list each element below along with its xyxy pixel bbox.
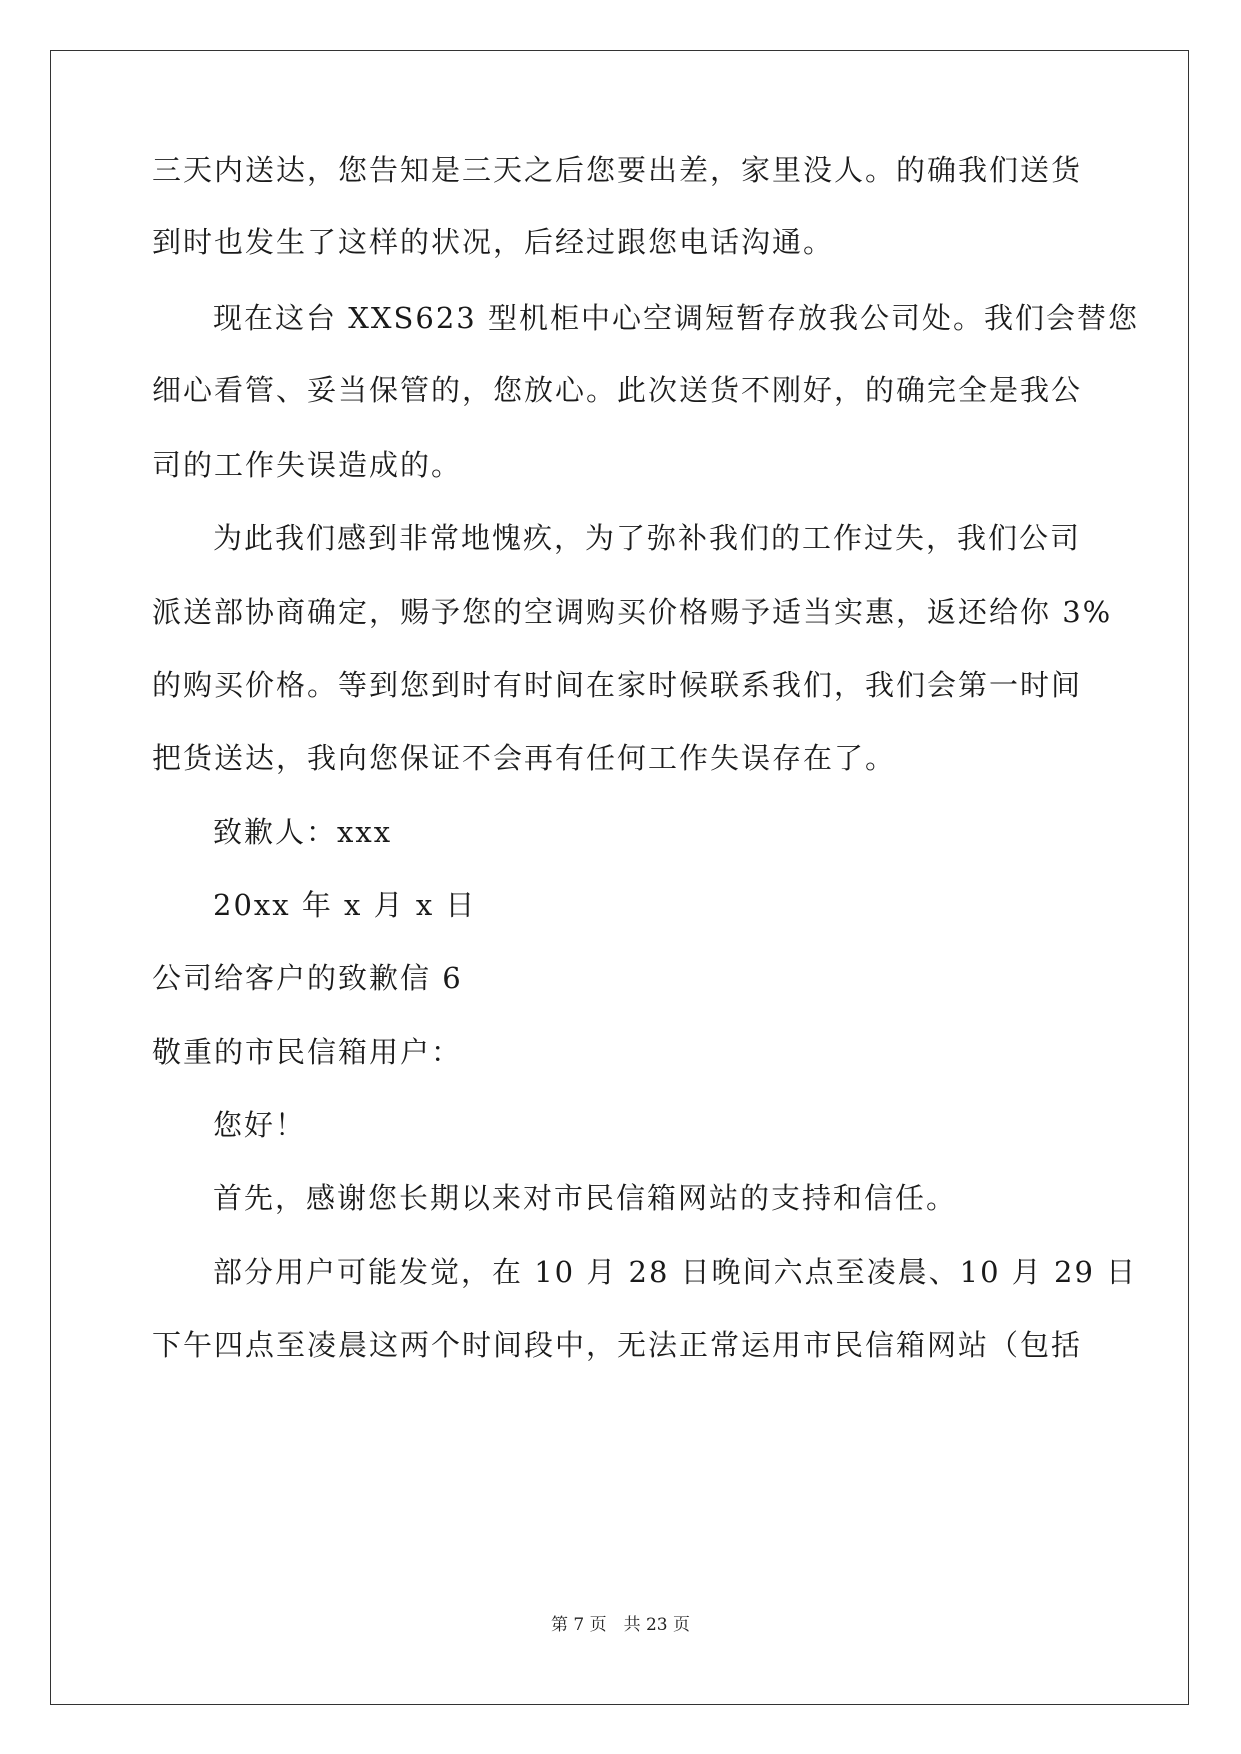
- body-line: 三天内送达，您告知是三天之后您要出差，家里没人。的确我们送货: [152, 153, 1083, 187]
- body-line: 到时也发生了这样的状况，后经过跟您电话沟通。: [152, 225, 835, 259]
- date-line: 20xx 年 x 月 x 日: [213, 888, 477, 922]
- paragraph-line: 首先，感谢您长期以来对市民信箱网站的支持和信任。: [213, 1181, 958, 1215]
- signature-line: 致歉人：xxx: [213, 815, 393, 849]
- body-line: 把货送达，我向您保证不会再有任何工作失误存在了。: [152, 741, 897, 775]
- paragraph-line: 现在这台 XXS623 型机柜中心空调短暂存放我公司处。我们会替您: [213, 301, 1139, 335]
- section-heading: 公司给客户的致歉信 6: [152, 961, 463, 995]
- body-line: 的购买价格。等到您到时有时间在家时候联系我们，我们会第一时间: [152, 668, 1083, 702]
- salutation-line: 敬重的市民信箱用户：: [152, 1035, 463, 1069]
- body-line: 细心看管、妥当保管的，您放心。此次送货不刚好，的确完全是我公: [152, 373, 1083, 407]
- page-number-footer: 第 7 页 共 23 页: [550, 1615, 691, 1635]
- paragraph-line: 为此我们感到非常地愧疚，为了弥补我们的工作过失，我们公司: [213, 521, 1082, 555]
- body-line: 派送部协商确定，赐予您的空调购买价格赐予适当实惠，返还给你 3%: [152, 595, 1113, 629]
- body-line: 下午四点至凌晨这两个时间段中，无法正常运用市民信箱网站（包括: [152, 1328, 1083, 1362]
- body-line: 司的工作失误造成的。: [152, 448, 463, 482]
- greeting-line: 您好！: [213, 1108, 307, 1142]
- paragraph-line: 部分用户可能发觉，在 10 月 28 日晚间六点至凌晨、10 月 29 日: [213, 1255, 1138, 1289]
